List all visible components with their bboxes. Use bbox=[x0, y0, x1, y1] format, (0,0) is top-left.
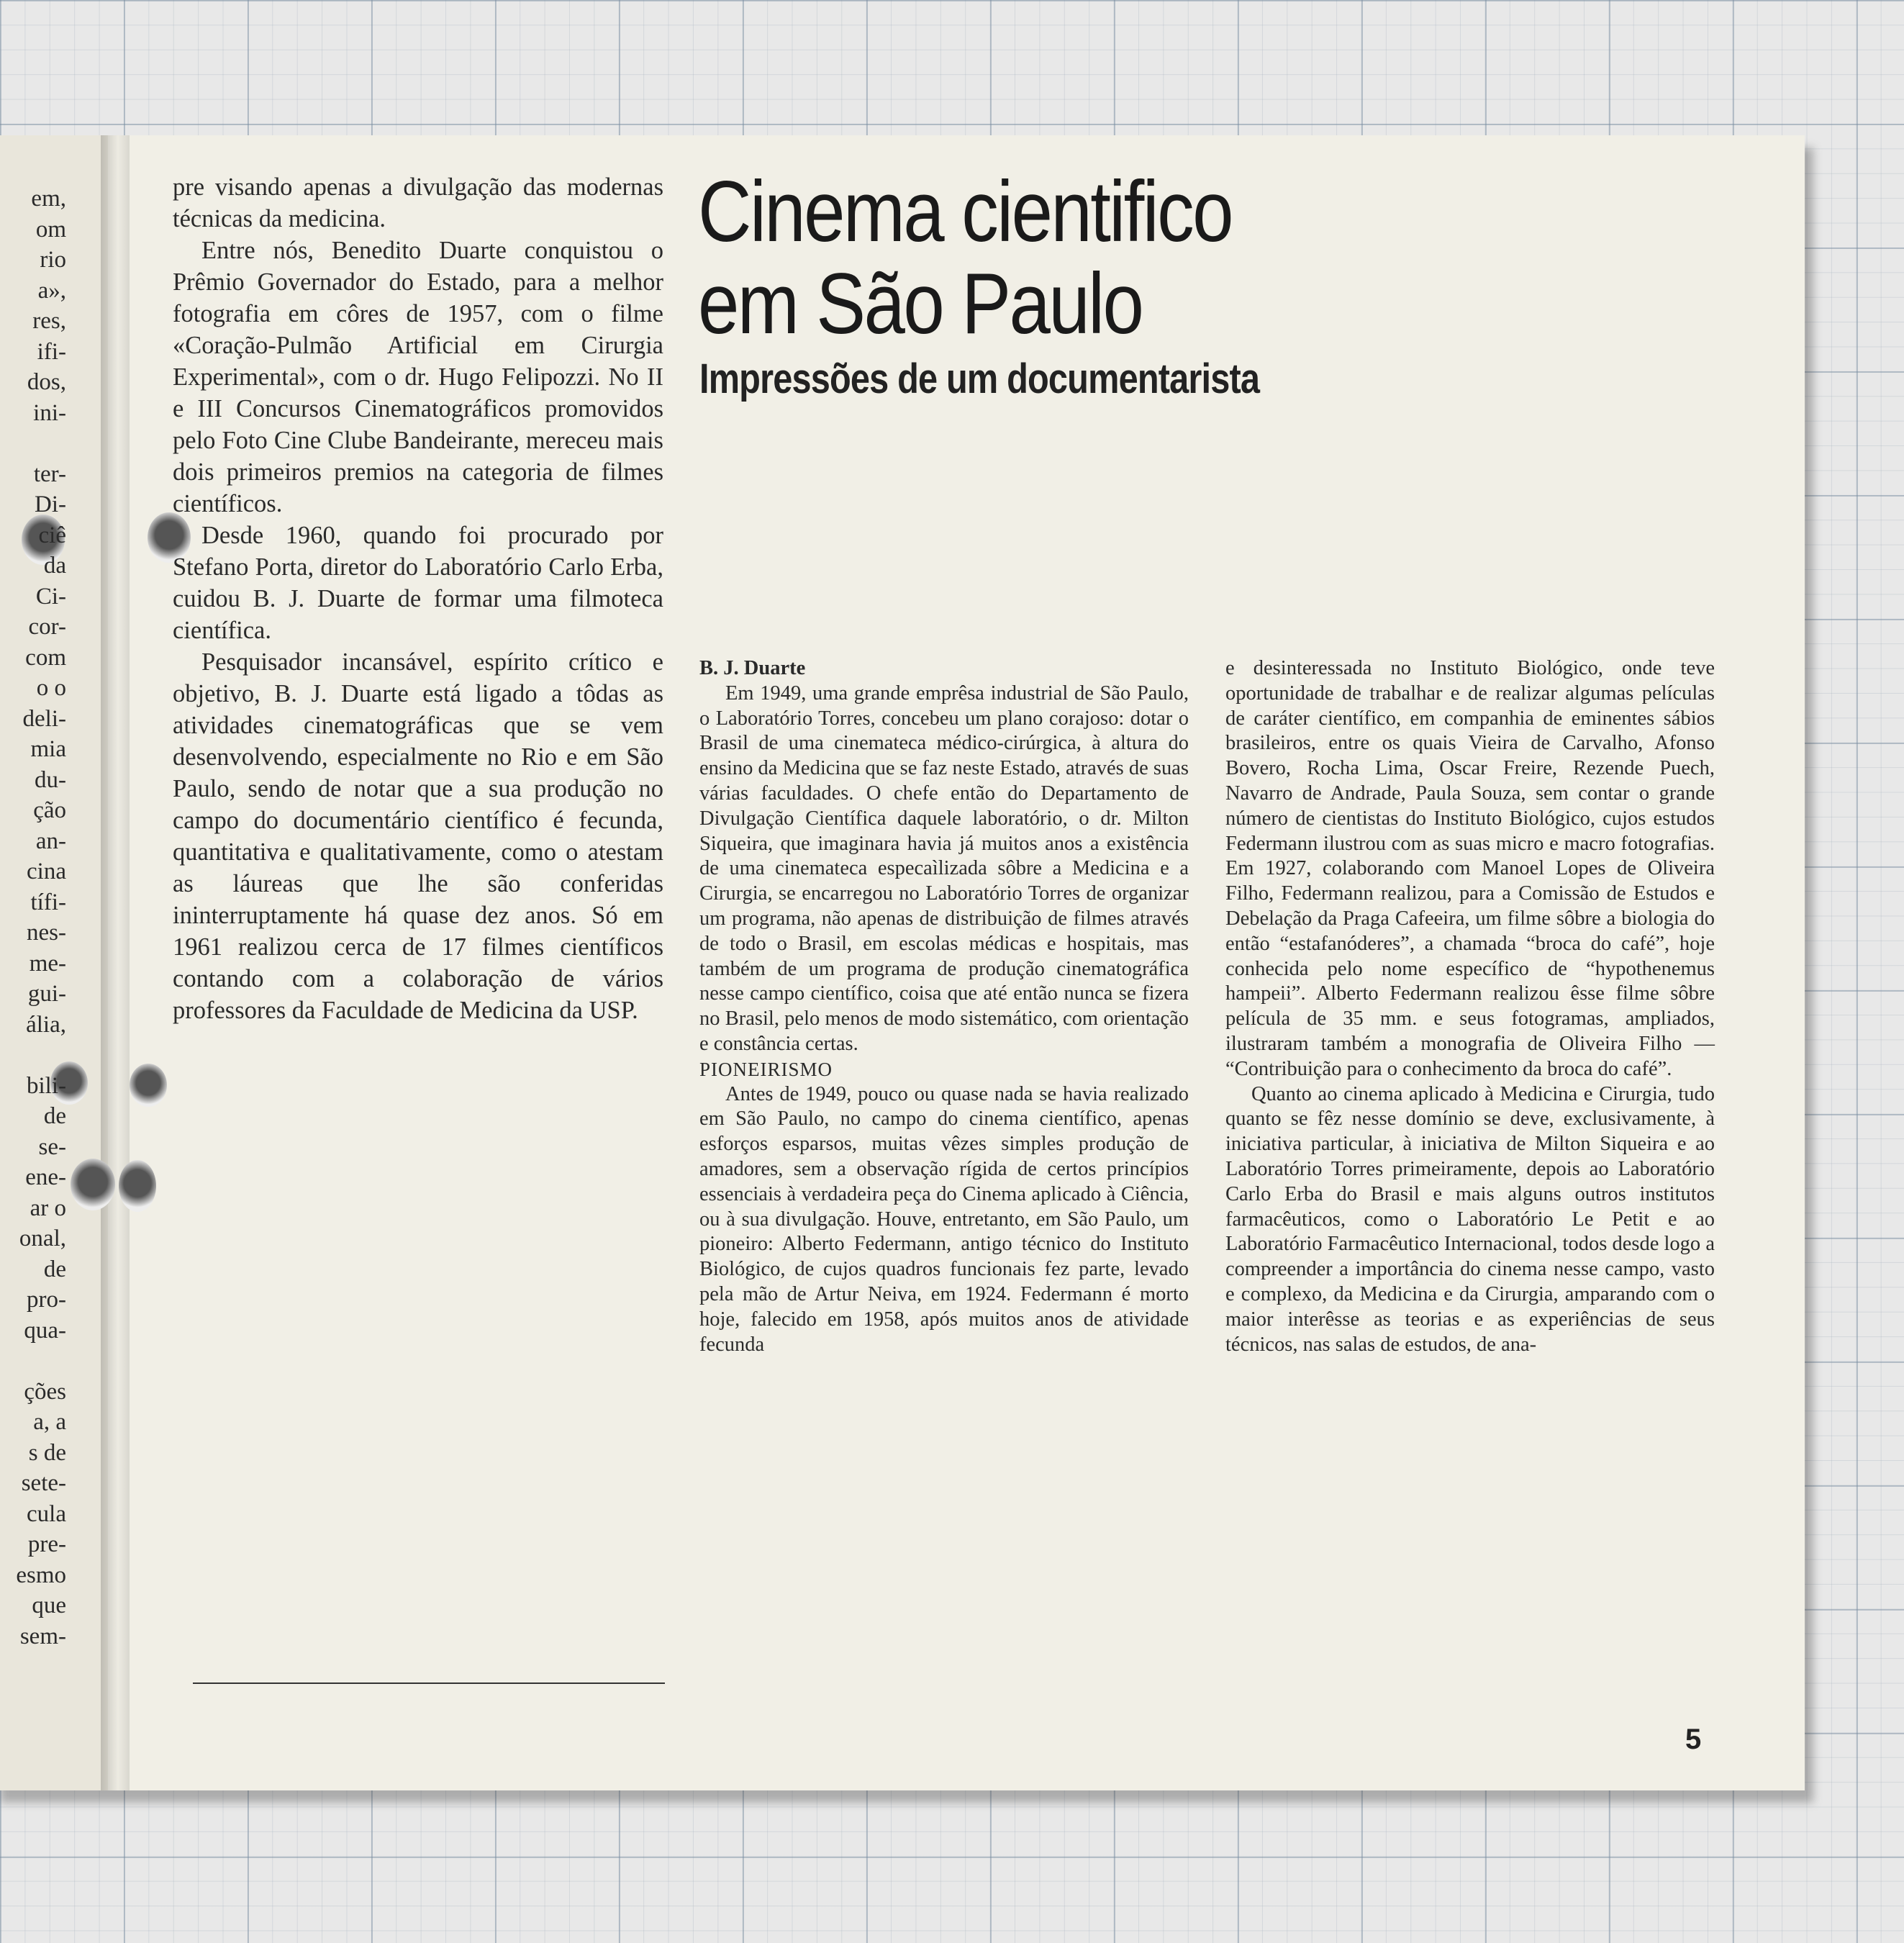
left-page-line: pro- bbox=[27, 1287, 66, 1313]
left-page-line: cula bbox=[27, 1500, 66, 1527]
column-1-text bbox=[173, 171, 663, 1026]
left-page-line bbox=[0, 1040, 66, 1071]
section-heading: PIONEIRISMO bbox=[699, 1058, 833, 1080]
paragraph: e desinteressada no Instituto Biológico, onde teve oportunidade de trabalhar e de realizar algumas películas de caráter científico, em companhia de eminentes sábios brasileiros, entre os quais Vieira de Carvalho, Afonso Bovero, Rocha Lima, Oscar Freire, Rezende Puech, Navarro de Andrade, Paula Souza, sem contar o grande número de cientistas do Instituto Biológico, cujos estudos Federmann ilustrou com as suas micro e macro fotografias. Em 1927, colaborando com Manoel Lopes de Oliveira Filho, Federmann realizou, para a Comissão de Estudos e Debelação da Praga Cafeeira, um filme sôbre a biologia do então “estafanóderes”, a chamada “broca do café”, hoje conhecida pelo nome específico de “hypothenemus hampeii”. Alberto Federmann realizou êsse filme sôbre película de 35 mm. e seus fotogramas, ampliados, ilustraram também a monografia de Oliveira Filho — “Contribuição para o conhecimento da broca do café”. bbox=[1225, 657, 1715, 1080]
page-fold bbox=[101, 135, 130, 1790]
left-page-line: esmo bbox=[16, 1562, 66, 1588]
left-page-line: tífi- bbox=[30, 889, 66, 915]
left-page-line: Ci- bbox=[35, 583, 66, 610]
author-byline: B. J. Duarte bbox=[699, 657, 806, 679]
column-rule bbox=[193, 1682, 665, 1684]
page-number: 5 bbox=[1685, 1724, 1702, 1755]
left-page-line: an- bbox=[35, 828, 66, 854]
left-page-line: se- bbox=[38, 1133, 66, 1160]
left-page-line: cina bbox=[27, 859, 66, 884]
punch-hole bbox=[71, 1159, 115, 1210]
paragraph: Quanto ao cinema aplicado à Medicina e Cirurgia, tudo quanto se fêz nesse domínio se deve, exclusivamente, à iniciativa particular, à iniciativa de Milton Siqueira e ao Laboratório Torres primeiramente, depois ao Laboratório Carlo Erba do Brasil e mais alguns outros institutos farmacêuticos, como o Laboratório Le Petit e ao Laboratório Farmacêutico Internacional, todos desde logo a compreender a importância do cinema nesse campo, vasto e complexo, da Medicina e da Cirurgia, amparando com o maior interêsse as teorias e as experiências de seus técnicos, nas salas de estudos, de ana- bbox=[1225, 1082, 1715, 1356]
left-page-line: sete- bbox=[21, 1470, 66, 1496]
left-page-line: nes- bbox=[27, 920, 66, 946]
left-page-line: om bbox=[35, 216, 66, 243]
left-page-line: pre- bbox=[27, 1531, 66, 1557]
left-page-line bbox=[0, 1346, 66, 1377]
left-page-line: ini- bbox=[33, 399, 66, 426]
left-page-line: ciê bbox=[38, 522, 66, 548]
left-page-line: cor- bbox=[28, 614, 66, 640]
article-subtitle: Impressões de um documentarista bbox=[699, 355, 1260, 402]
left-page-line: mia bbox=[30, 736, 66, 762]
left-page-line: res, bbox=[32, 308, 66, 334]
left-page-line: a», bbox=[37, 277, 66, 304]
left-page-line: du- bbox=[35, 766, 66, 793]
paragraph: Entre nós, Benedito Duarte conquistou o Prêmio Governador do Estado, para a melhor fotografia em côres de 1957, com o filme «Coração-Pulmão Artificial em Cirurgia Experimental», com o dr. Hugo Felipozzi. No II e III Concursos Cinematográficos promovidos pelo Foto Cine Clube Bandeirante, mereceu mais dois primeiros premios na categoria de filmes científicos. bbox=[173, 237, 663, 517]
paragraph: Desde 1960, quando foi procurado por Stefano Porta, diretor do Laboratório Carlo Erba, cuidou B. J. Duarte de formar uma filmoteca científica. bbox=[173, 522, 663, 644]
left-page-line: ifi- bbox=[37, 338, 66, 365]
column-3-text bbox=[1225, 656, 1715, 1357]
left-page-line: que bbox=[32, 1593, 66, 1618]
left-page-line: de bbox=[43, 1256, 66, 1282]
left-page-line: dos, bbox=[27, 369, 66, 395]
left-page-line: me- bbox=[29, 950, 66, 977]
left-page-line: onal, bbox=[19, 1226, 66, 1251]
left-page-line: a, a bbox=[33, 1409, 66, 1435]
paragraph: Antes de 1949, pouco ou quase nada se havia realizado em São Paulo, no campo do cinema científico, apenas esforços esparsos, muitas vêzes simples produção de amadores, sem a observação rígida de certos princípios essenciais à verdadeira peça do Cinema aplicado à Ciência, ou à sua divulgação. Houve, entretanto, em São Paulo, um pioneiro: Alberto Federmann, antigo técnico do Instituto Biológico, de cujos quadros funcionais fez parte, levado pela mão de Artur Neiva, em 1924. Federmann é morto hoje, falecido em 1958, após muitos anos de atividade fecunda bbox=[699, 1082, 1189, 1356]
left-page-line: ter- bbox=[33, 461, 66, 487]
left-page-line: deli- bbox=[22, 705, 66, 732]
paragraph: pre visando apenas a divulgação das modernas técnicas da medicina. bbox=[173, 173, 663, 232]
left-page-line: com bbox=[25, 644, 66, 671]
left-page-line: ções bbox=[24, 1378, 66, 1405]
left-page-line: gui- bbox=[27, 981, 66, 1007]
paragraph: Pesquisador incansável, espírito crítico e objetivo, B. J. Duarte está ligado a tôdas as atividades cinematográficas que se vem desenvolvendo, especialmente no Rio e em São Paulo, sendo de notar que a sua produção no campo do documentário científico é fecunda, quantitativa e qualitativamente, como o atestam as láureas que lhe são conferidas ininterruptamente há quase dez anos. Só em 1961 realizou cerca de 17 filmes científicos contando com a colaboração de vários professores da Faculdade de Medicina da USP. bbox=[173, 648, 663, 1024]
punch-hole bbox=[119, 1160, 156, 1212]
paragraph: Em 1949, uma grande emprêsa industrial de São Paulo, o Laboratório Torres, concebeu um plano corajoso: dotar o Brasil de uma cinemateca médico-cirúrgica, à altura do ensino da Medicina que se faz neste Estado, através de suas várias faculdades. O chefe então do Departamento de Divulgação Científica daquele laboratório, o dr. Milton Siqueira, que imaginara havia já muitos anos a existência de uma cinemateca especaìlizada sôbre a Medicina e a Cirurgia, se encarregou no Laboratório Torres de organizar um programa, não apenas de distribuição de filmes através de todo o Brasil, em escolas médicas e hospitais, mas também de um programa de produção cinematográfica nesse campo científico, coisa que até então nunca se fizera no Brasil, pelo menos de modo sistemático, com orientação e constância certas. bbox=[699, 681, 1189, 1055]
article-title: Cinema cientifico em São Paulo bbox=[698, 163, 1232, 352]
left-page-line: ene- bbox=[25, 1164, 66, 1190]
left-page-line: sem- bbox=[19, 1623, 66, 1649]
left-page-line: Di- bbox=[35, 492, 66, 517]
left-page-line: s de bbox=[28, 1439, 66, 1466]
left-page-line: rio bbox=[40, 247, 66, 273]
left-page-line: da bbox=[43, 553, 66, 579]
left-page-line bbox=[0, 428, 66, 459]
left-page-line: ar o bbox=[30, 1195, 66, 1221]
left-page-line: o o bbox=[36, 675, 66, 701]
left-page-line: bili- bbox=[27, 1072, 66, 1099]
left-page-line: qua- bbox=[24, 1317, 66, 1344]
left-page-line: de bbox=[43, 1103, 66, 1129]
left-page-line: em, bbox=[31, 186, 66, 212]
left-page-line: ália, bbox=[26, 1011, 66, 1038]
left-page-text-fragments bbox=[0, 184, 66, 1652]
column-2-text bbox=[699, 656, 1189, 1357]
left-page-line: ção bbox=[33, 797, 66, 823]
punch-hole bbox=[130, 1064, 167, 1107]
